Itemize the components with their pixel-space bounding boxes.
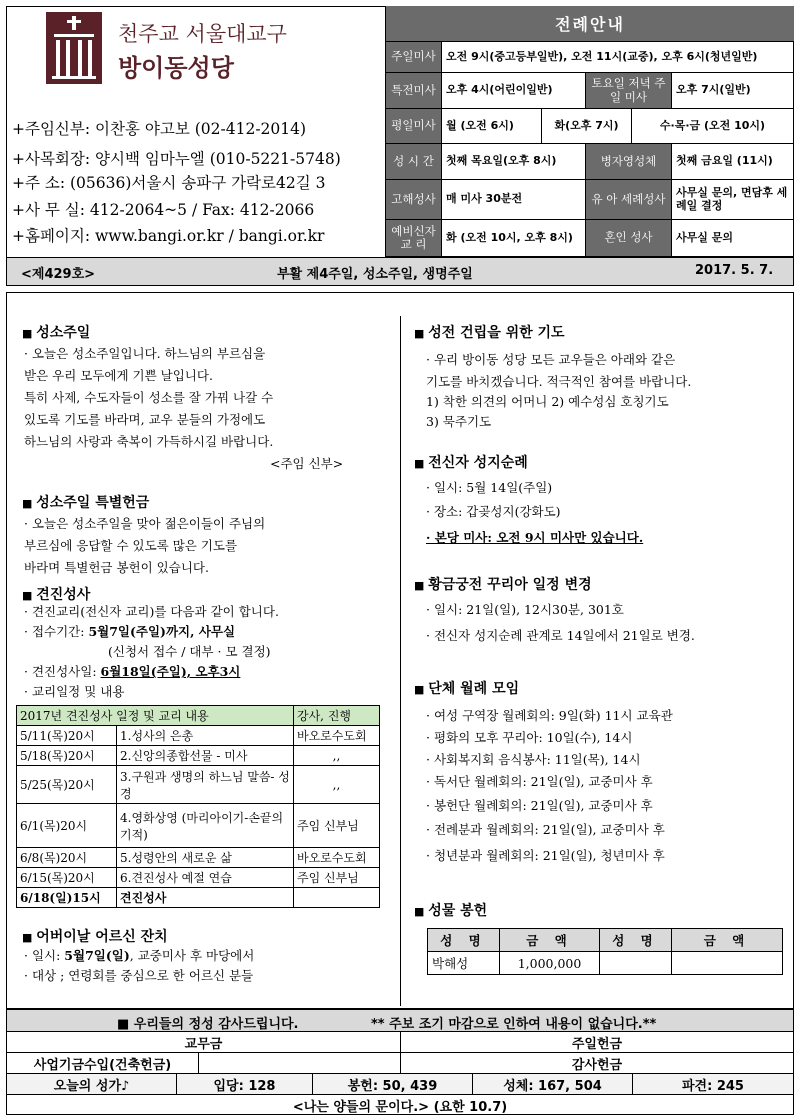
table-cell: 6/15(목)20시 [17, 868, 117, 888]
issue-title: 부활 제4주일, 성소주일, 생명주일 [277, 267, 473, 282]
parents-day-date-value: 5월7일(일) [64, 948, 130, 963]
offering-line: · 오늘은 성소주일을 맞아 젊은이들이 주님의 [24, 516, 266, 531]
parents-day-date-label: · 일시: [24, 948, 65, 963]
table-cell: 6.견진성사 예절 연습 [117, 868, 294, 888]
confirmation-date-value: 6월18일(주일), 오후3시 [100, 664, 241, 679]
table-cell: 견진성사 [117, 888, 294, 908]
prayer-line: 기도를 바치겠습니다. 적극적인 참여를 바랍니다. [426, 374, 692, 389]
value-weekday-tue: 화(오후 7시) [542, 109, 632, 144]
hymn-recessional: 파견: 245 [682, 1078, 744, 1094]
table-cell: 주임 신부님 [294, 868, 380, 888]
curia-line: · 일시: 21일(일), 12시30분, 301호 [426, 602, 624, 617]
parents-day-date [24, 948, 254, 963]
table-header: 성 명 [600, 929, 672, 952]
section-parents-day: ■ 어버이날 어르신 잔치 [22, 926, 168, 946]
pilgrimage-line: · 일시: 5월 14일(주일) [426, 480, 553, 495]
table-cell: 바오로수도회 [294, 726, 380, 746]
pilgrimage-mass-notice: · 본당 미사: 오전 9시 미사만 있습니다. [426, 530, 644, 545]
info-homepage: +홈페이지: www.bangi.or.kr / bangi.or.kr [12, 227, 325, 245]
label-weekday-mass: 평일미사 [386, 109, 442, 144]
table-cell [600, 952, 672, 975]
table-cell: 3.구원과 생명의 하느님 말씀- 성경 [117, 766, 294, 804]
label-special-mass: 특전미사 [386, 73, 442, 109]
value-holy-hour: 첫째 목요일(오후 8시) [442, 144, 586, 180]
issue-bar [6, 258, 794, 286]
prayer-line: 3) 묵주기도 [426, 414, 492, 429]
footer-hymn-row [7, 1073, 793, 1094]
table-cell: 1.성사의 은총 [117, 726, 294, 746]
hymn-offertory: 봉헌: 50, 439 [313, 1074, 473, 1094]
table-cell: 6/8(목)20시 [17, 848, 117, 868]
table-cell: 6/1(목)20시 [17, 804, 117, 848]
table-row [17, 804, 380, 848]
church-logo-icon [46, 12, 102, 84]
table-row [17, 746, 380, 766]
table-header-row [17, 706, 380, 726]
info-address: +주 소: (05636)서울시 송파구 가락로42길 3 [12, 174, 326, 192]
table-row [17, 888, 380, 908]
section-sacred-offering: ■ 성물 봉헌 [414, 900, 487, 920]
table-cell: 6/18(일)15시 [17, 888, 117, 908]
table-header-row [428, 929, 783, 952]
value-weekday-wtf: 수·목·금 (오전 10시) [632, 109, 794, 144]
table-cell: ,, [294, 746, 380, 766]
registration-period: 5월7일(주일)까지, 사무실 [88, 624, 236, 639]
footer-cell [199, 1053, 401, 1073]
table-cell: 주임 신부님 [294, 804, 380, 848]
table-cell: 5/18(목)20시 [17, 746, 117, 766]
footer-row [7, 1052, 793, 1073]
hymn-communion: 성체: 167, 504 [473, 1074, 633, 1094]
footer-cell: 사업기금수입(건축헌금) [7, 1053, 199, 1073]
value-marriage: 사무실 문의 [672, 220, 794, 257]
parents-day-place: , 교중미사 후 마당에서 [129, 948, 255, 963]
info-president: +사목회장: 양시백 임마누엘 (010-5221-5748) [12, 150, 341, 168]
table-row [17, 766, 380, 804]
meeting-line: · 사회복지회 음식봉사: 11일(목), 14시 [426, 752, 641, 767]
value-confession: 매 미사 30분전 [442, 180, 586, 220]
table-row [428, 952, 783, 975]
footer-notice-row [7, 1009, 793, 1031]
table-cell: 4.영화상영 (마리아이기-손끝의 기적) [117, 804, 294, 848]
table-cell: 바오로수도회 [294, 848, 380, 868]
table-header: 금 액 [500, 929, 600, 952]
label-sunday-mass: 주일미사 [386, 42, 442, 73]
section-confirmation: ■ 견진성사 [22, 584, 90, 604]
vocation-line: 특히 사제, 수도자들이 성소를 잘 가꿔 나갈 수 [24, 390, 274, 405]
table-cell [672, 952, 783, 975]
prayer-line: 1) 착한 의견의 어머니 2) 예수성심 호칭기도 [426, 394, 669, 409]
vocation-line: 하느님의 사랑과 축복이 가득하시길 바랍니다. [24, 434, 274, 449]
table-header: 금 액 [672, 929, 783, 952]
hymn-entrance: 입당: 128 [177, 1074, 313, 1094]
label-holy-hour: 성 시 간 [386, 144, 442, 180]
meeting-line: · 청년분과 월례회의: 21일(일), 청년미사 후 [426, 848, 665, 863]
issue-date: 2017. 5. 7. [695, 263, 774, 278]
pilgrimage-line: · 장소: 갑곶성지(강화도) [426, 504, 561, 519]
table-cell: ,, [294, 766, 380, 804]
meeting-line: · 여성 구역장 월례회의: 9일(화) 11시 교육관 [426, 708, 673, 723]
table-cell: 2.신앙의종합선물 - 미사 [117, 746, 294, 766]
info-office: +사 무 실: 412-2064~5 / Fax: 412-2066 [12, 201, 315, 219]
footer-cell: 주일헌금 [571, 1036, 623, 1052]
org-name-line1: 천주교 서울대교구 [118, 22, 287, 46]
confirmation-date [24, 664, 240, 679]
meeting-line: · 독서단 월례회의: 21일(일), 교중미사 후 [426, 774, 653, 789]
footer-notice: ** 주보 조기 마감으로 인하여 내용이 없습니다.** [371, 1017, 657, 1032]
vocation-line: · 오늘은 성소주일입니다. 하느님의 부르심을 [24, 346, 266, 361]
prayer-line: · 우리 방이동 성당 모든 교우들은 아래와 같은 [426, 352, 676, 367]
offering-table [427, 928, 783, 975]
liturgy-guide [385, 6, 794, 258]
table-cell: 1,000,000 [500, 952, 600, 975]
vocation-line: 있도록 기도를 바라며, 교우 분들의 가정에도 [24, 412, 266, 427]
section-group-meetings: ■ 단체 월례 모임 [414, 678, 519, 698]
footer-cell: 감사헌금 [571, 1057, 623, 1073]
value-catechesis: 화 (오전 10시, 오후 8시) [442, 220, 586, 257]
table-cell: 5/11(목)20시 [17, 726, 117, 746]
footer-quote-row [7, 1094, 793, 1115]
offering-line: 바라며 특별헌금 봉헌이 있습니다. [24, 560, 209, 575]
curia-line: · 전신자 성지순례 관계로 14일에서 21일로 변경. [426, 628, 695, 643]
footer-quote: <나는 양들의 문이다.> (요한 10.7) [292, 1099, 508, 1115]
value-sick-communion: 첫째 금요일 (11시) [672, 144, 794, 180]
info-pastor: +주임신부: 이찬홍 야고보 (02-412-2014) [12, 120, 307, 138]
bulletin-footer [6, 1009, 794, 1115]
offering-line: 부르심에 응답할 수 있도록 많은 기도를 [24, 538, 238, 553]
confirmation-line: · 교리일정 및 내용 [24, 684, 125, 699]
label-confession: 고해성사 [386, 180, 442, 220]
label-infant-baptism: 유 아 세례성사 [586, 180, 672, 220]
vocation-signature: <주임 신부> [270, 456, 344, 471]
table-row [17, 868, 380, 888]
section-vocation-sunday: ■ 성소주일 [22, 322, 90, 342]
column-divider [400, 316, 401, 1006]
confirmation-schedule-table [16, 705, 380, 908]
footer-row [7, 1031, 793, 1052]
value-weekday-mon: 월 (오전 6시) [442, 109, 542, 144]
value-special-mass: 오후 4시(어린이일반) [442, 73, 586, 109]
section-curia-change: ■ 황금궁전 꾸리아 일정 변경 [414, 574, 592, 594]
value-sunday-mass: 오전 9시(중고등부일반), 오전 11시(교중), 오후 6시(청년일반) [442, 42, 794, 73]
registration-label: · 접수기간: [24, 624, 89, 639]
org-name-line2: 방이동성당 [118, 53, 234, 82]
meeting-line: · 전례분과 월례회의: 21일(일), 교중미사 후 [426, 822, 665, 837]
value-infant-baptism: 사무실 문의, 면담후 세례일 결정 [672, 180, 794, 220]
table-cell: 박해성 [428, 952, 500, 975]
section-vocation-offering: ■ 성소주일 특별헌금 [22, 492, 149, 512]
confirmation-date-label: · 견진성사일: [24, 664, 101, 679]
guide-title: 전례안내 [386, 6, 794, 42]
table-row [17, 848, 380, 868]
vocation-line: 받은 우리 모두에게 기쁜 날입니다. [24, 368, 213, 383]
value-saturday-mass: 오후 7시(일반) [672, 73, 794, 109]
table-header: 강사, 진행 [294, 706, 380, 726]
confirmation-line: (신청서 접수 / 대부 · 모 결정) [108, 644, 271, 659]
table-cell: 5.성령안의 새로운 삶 [117, 848, 294, 868]
confirmation-registration [24, 624, 235, 639]
section-building-prayer: ■ 성전 건립을 위한 기도 [414, 322, 565, 342]
confirmation-line: · 견진교리(전신자 교리)를 다음과 같이 합니다. [24, 604, 279, 619]
label-saturday-mass: 토요일 저녁 주일 미사 [586, 73, 672, 109]
parents-day-target: · 대상 ; 연령회를 중심으로 한 어르신 분들 [24, 968, 254, 983]
label-marriage: 혼인 성사 [586, 220, 672, 257]
table-row [17, 726, 380, 746]
meeting-line: · 평화의 모후 꾸리아: 10일(수), 14시 [426, 730, 633, 745]
table-header: 2017년 견진성사 일정 및 교리 내용 [17, 706, 294, 726]
label-sick-communion: 병자영성체 [586, 144, 672, 180]
label-catechesis: 예비신자 교 리 [386, 220, 442, 257]
table-cell [294, 888, 380, 908]
hymn-label: 오늘의 성가♪ [7, 1074, 177, 1094]
meeting-line: · 봉헌단 월례회의: 21일(일), 교중미사 후 [426, 798, 653, 813]
footer-cell: 교무금 [7, 1032, 401, 1052]
footer-thanks: ■ 우리들의 정성 감사드립니다. [117, 1017, 299, 1032]
table-header: 성 명 [428, 929, 500, 952]
section-pilgrimage: ■ 전신자 성지순례 [414, 452, 528, 472]
issue-number: <제429호> [21, 267, 96, 282]
table-cell: 5/25(목)20시 [17, 766, 117, 804]
